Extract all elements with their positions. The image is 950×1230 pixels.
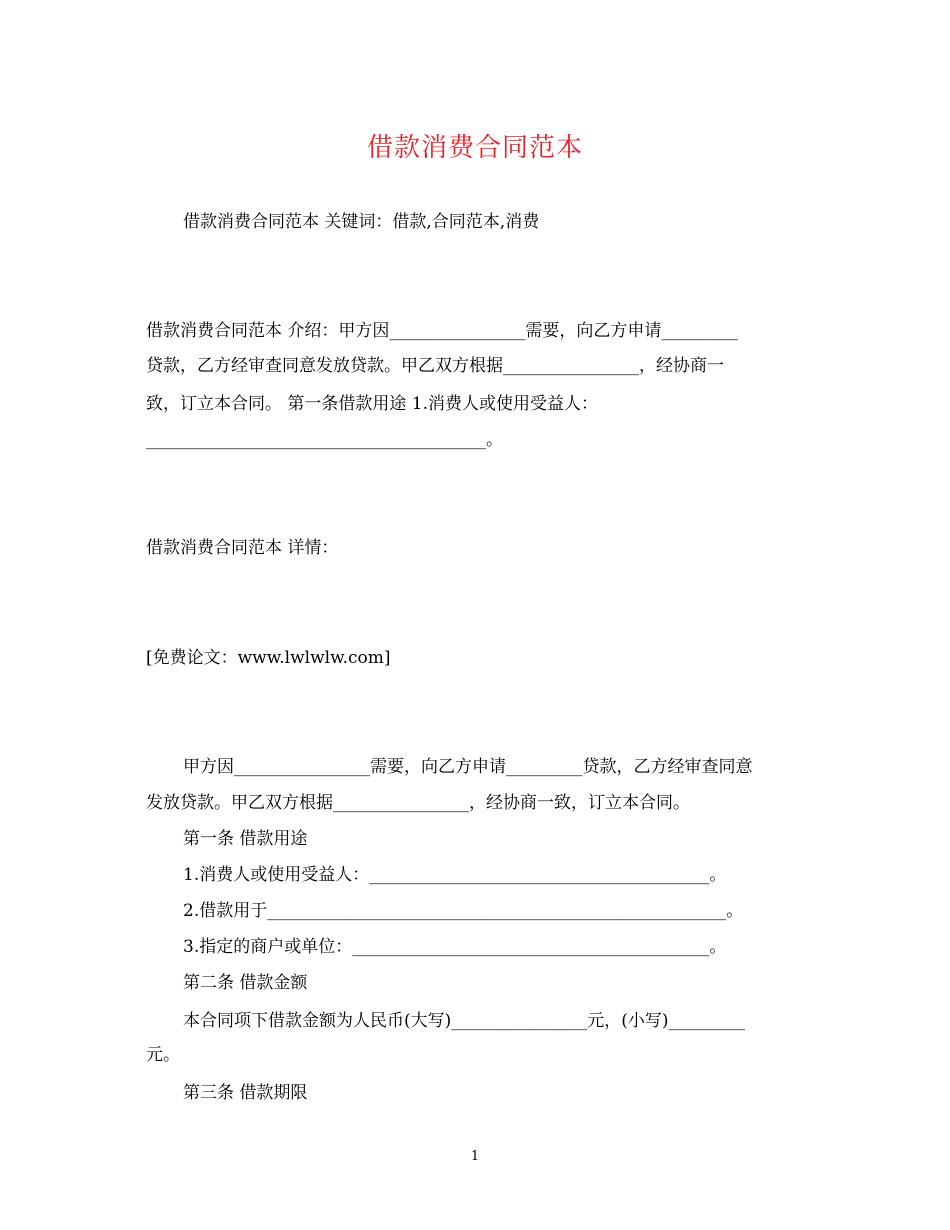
intro-line-3: 致，订立本合同。 第一条借款用途 1.消费人或使用受益人： (146, 394, 599, 414)
source-note: [免费论文：www.lwlwlw.com] (146, 648, 391, 668)
article-1-heading: 第一条 借款用途 (183, 829, 308, 849)
article-1-item-1: 1.消费人或使用受益人：________________________________________。 (183, 865, 727, 885)
intro-line-4: ________________________________________。 (146, 430, 503, 450)
body-line-2: 发放贷款。甲乙双方根据________________，经协商一致，订立本合同。 (146, 793, 690, 813)
article-2-amount-continued: 元。 (146, 1045, 180, 1065)
article-2-heading: 第二条 借款金额 (183, 973, 308, 993)
intro-line-1: 借款消费合同范本 介绍：甲方因________________需要，向乙方申请_________ (146, 321, 738, 341)
page-number: 1 (470, 1149, 480, 1164)
article-3-heading: 第三条 借款期限 (183, 1083, 308, 1103)
body-line-1: 甲方因________________需要，向乙方申请_________贷款，乙方经审查同意 (183, 757, 753, 777)
details-heading: 借款消费合同范本 详情： (146, 538, 339, 558)
intro-line-2: 贷款，乙方经审查同意发放贷款。甲乙双方根据________________，经协商一 (146, 356, 724, 376)
article-1-item-2: 2.借款用于______________________________________________________。 (183, 901, 744, 921)
document-title: 借款消费合同范本 (366, 133, 583, 163)
article-2-amount-line: 本合同项下借款金额为人民币(大写)________________元，(小写)_________ (183, 1011, 746, 1031)
article-1-item-3: 3.指定的商户或单位：__________________________________________。 (183, 937, 727, 957)
keywords-line: 借款消费合同范本 关键词：借款,合同范本,消费 (183, 212, 540, 232)
